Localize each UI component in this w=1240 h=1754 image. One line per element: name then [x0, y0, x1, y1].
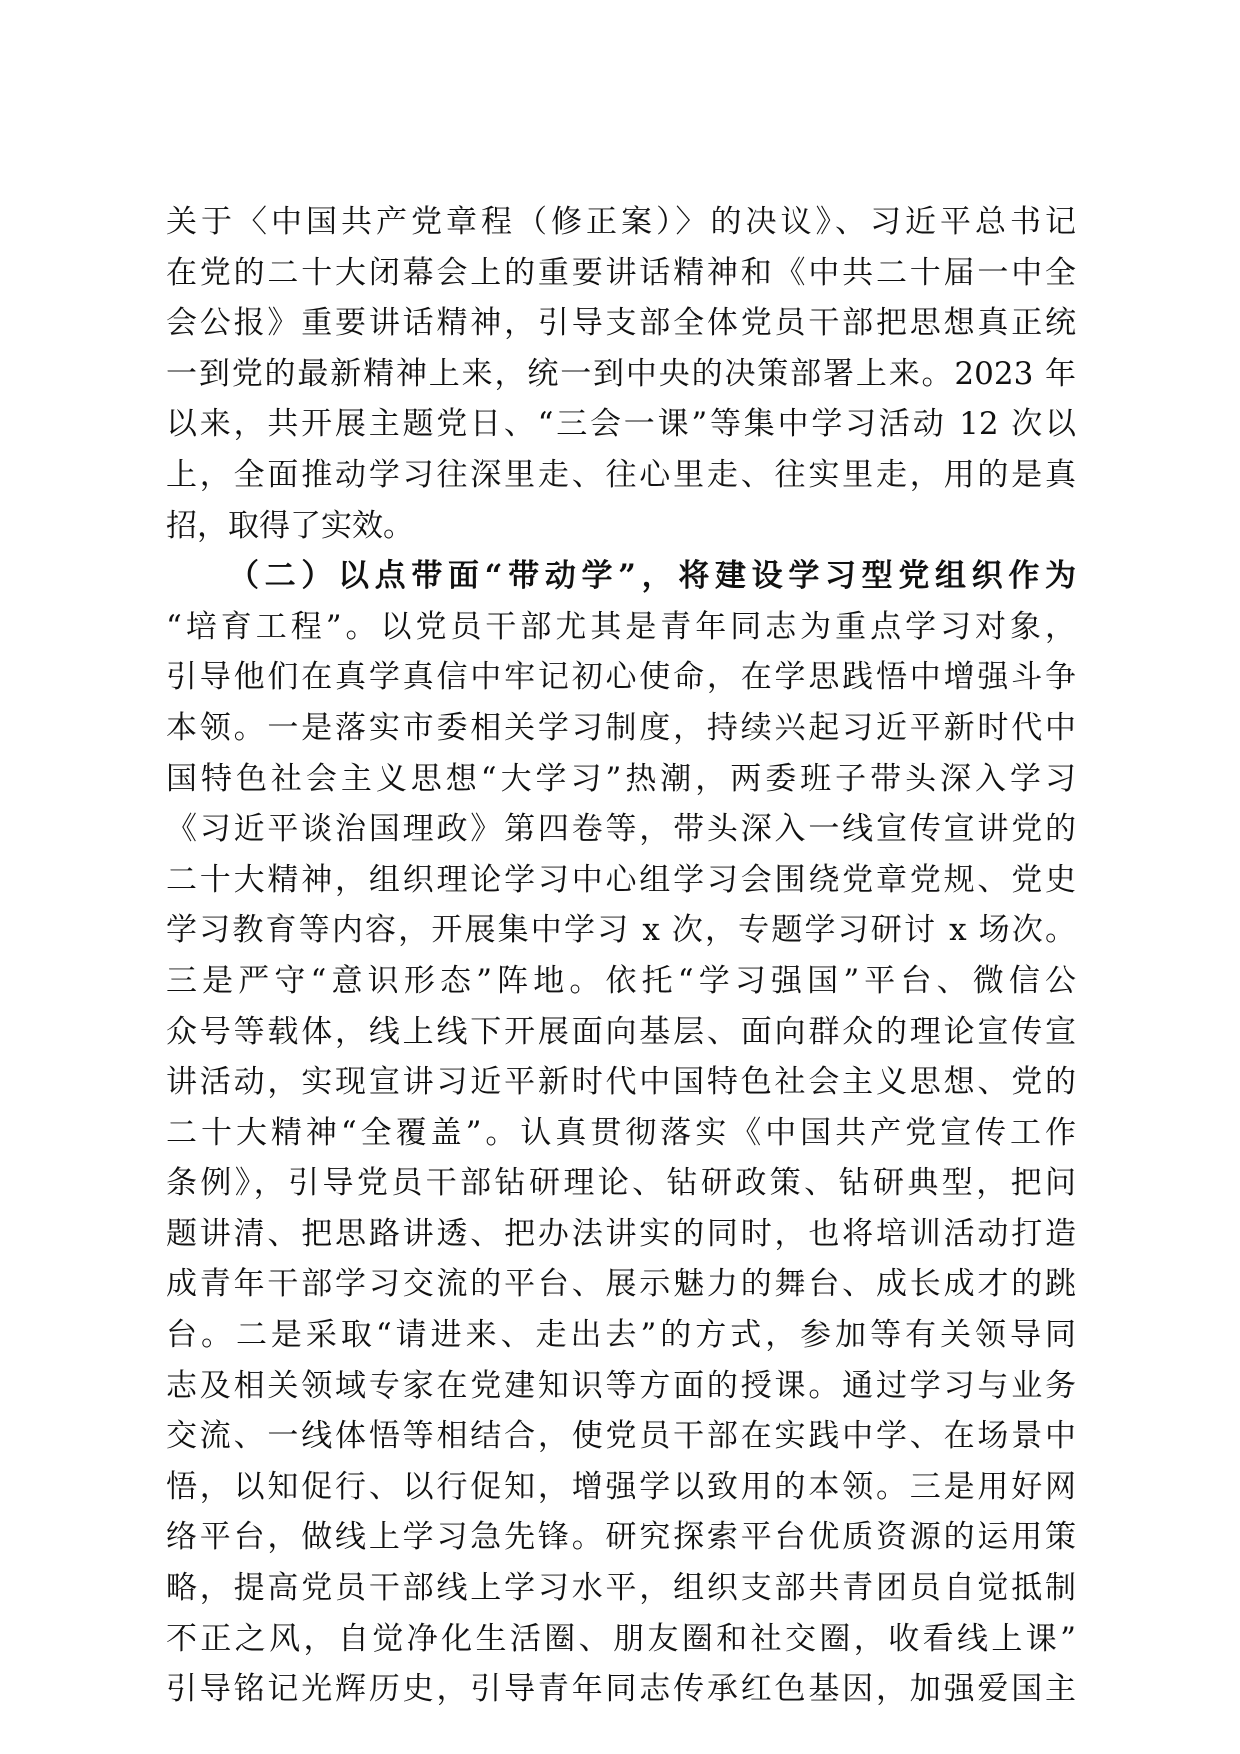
- text-line: 交流、一线体悟等相结合，使党员干部在实践中学、在场景中: [166, 1418, 1076, 1455]
- text-line: 以来，共开展主题党日、“三会一课”等集中学习活动 12 次以: [166, 406, 1076, 443]
- text-line: 略，提高党员干部线上学习水平，组织支部共青团员自觉抵制: [166, 1570, 1076, 1607]
- text-line: 众号等载体，线上线下开展面向基层、面向群众的理论宣传宣: [166, 1013, 1076, 1050]
- text-line: 一到党的最新精神上来，统一到中央的决策部署上来。2023 年: [166, 355, 1076, 392]
- text-line: 悟，以知促行、以行促知，增强学以致用的本领。三是用好网: [166, 1468, 1076, 1505]
- text-line: 络平台，做线上学习急先锋。研究探索平台优质资源的运用策: [166, 1519, 1076, 1556]
- text-line: 本领。一是落实市委相关学习制度，持续兴起习近平新时代中: [166, 709, 1076, 746]
- text-line: 《习近平谈治国理政》第四卷等，带头深入一线宣传宣讲党的: [166, 811, 1076, 848]
- text-line: 题讲清、把思路讲透、把办法讲实的同时，也将培训活动打造: [166, 1215, 1076, 1252]
- text-line: 在党的二十大闭幕会上的重要讲话精神和《中共二十届一中全: [166, 254, 1076, 291]
- text-line: 上，全面推动学习往深里走、往心里走、往实里走，用的是真: [166, 456, 1076, 493]
- text-line: 引导铭记光辉历史，引导青年同志传承红色基因，加强爱国主: [166, 1671, 1076, 1708]
- text-line: 二十大精神“全覆盖”。认真贯彻落实《中国共产党宣传工作: [166, 1114, 1076, 1151]
- text-line: 招，取得了实效。: [166, 507, 414, 544]
- text-line: 引导他们在真学真信中牢记初心使命，在学思践悟中增强斗争: [166, 659, 1076, 696]
- text-line: 讲活动，实现宣讲习近平新时代中国特色社会主义思想、党的: [166, 1064, 1076, 1101]
- text-line: 条例》，引导党员干部钻研理论、钻研政策、钻研典型，把问: [166, 1165, 1076, 1202]
- text-line: 成青年干部学习交流的平台、展示魅力的舞台、成长成才的跳: [166, 1266, 1076, 1303]
- text-line: 学习教育等内容，开展集中学习 x 次，专题学习研讨 x 场次。: [166, 912, 1076, 949]
- text-line: 会公报》重要讲话精神，引导支部全体党员干部把思想真正统: [166, 305, 1076, 342]
- text-line: 三是严守“意识形态”阵地。依托“学习强国”平台、微信公: [166, 962, 1076, 999]
- text-line: 志及相关领域专家在党建知识等方面的授课。通过学习与业务: [166, 1367, 1076, 1404]
- text-line: 国特色社会主义思想“大学习”热潮，两委班子带头深入学习: [166, 760, 1076, 797]
- text-line: 不正之风，自觉净化生活圈、朋友圈和社交圈，收看线上课”: [166, 1620, 1076, 1657]
- section-heading-line: （二）以点带面“带动学”，将建设学习型党组织作为: [228, 558, 1076, 595]
- text-line: 台。二是采取“请进来、走出去”的方式，参加等有关领导同: [166, 1317, 1076, 1354]
- text-line: “培育工程”。以党员干部尤其是青年同志为重点学习对象，: [166, 608, 1076, 645]
- body-text: [166, 197, 1076, 1715]
- text-line: 关于〈中国共产党章程（修正案）〉的决议》、习近平总书记: [166, 204, 1076, 240]
- text-line: 二十大精神，组织理论学习中心组学习会围绕党章党规、党史: [166, 861, 1076, 898]
